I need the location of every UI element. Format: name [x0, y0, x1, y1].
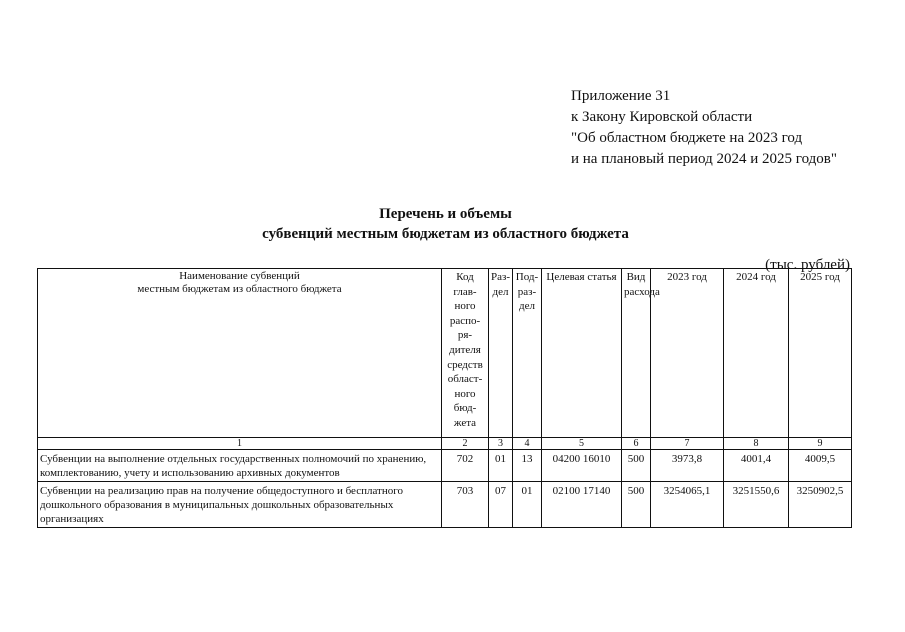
appendix-line: к Закону Кировской области: [571, 109, 753, 125]
row-expense-type: 500: [622, 450, 651, 482]
row-2024: 3251550,6: [724, 482, 789, 528]
column-number: 9: [789, 438, 852, 450]
header-code: Код глав-ного распо-ря-дителя средств област-ного бюд-жета: [442, 269, 489, 438]
row-target: 02100 17140: [542, 482, 622, 528]
subventions-table: [37, 268, 852, 528]
table-header-row: [38, 269, 852, 438]
row-2023: 3973,8: [651, 450, 724, 482]
header-2023: 2023 год: [651, 269, 724, 438]
row-name: Субвенции на выполнение отдельных государственных полномочий по хранению, комплектованию, учету и использованию архивных документов: [38, 450, 442, 482]
title-line: субвенций местным бюджетам из областного бюджета: [262, 226, 629, 242]
header-expense-type: Вид расхода: [622, 269, 651, 438]
row-section: 01: [489, 450, 513, 482]
row-2024: 4001,4: [724, 450, 789, 482]
row-name: Субвенции на реализацию прав на получение общедоступного и бесплатного дошкольного образования в муниципальных дошкольных образовательных организациях: [38, 482, 442, 528]
table-row: [38, 482, 852, 528]
column-number: 5: [542, 438, 622, 450]
column-number: 2: [442, 438, 489, 450]
appendix-line: "Об областном бюджете на 2023 год: [571, 130, 803, 146]
column-number: 8: [724, 438, 789, 450]
column-number: 7: [651, 438, 724, 450]
column-number: 1: [38, 438, 442, 450]
header-target: Целевая статья: [542, 269, 622, 438]
header-name-line1: Наименование субвенций: [179, 270, 300, 282]
table-row: [38, 450, 852, 482]
column-number: 6: [622, 438, 651, 450]
row-target: 04200 16010: [542, 450, 622, 482]
appendix-line: и на плановый период 2024 и 2025 годов": [571, 151, 837, 167]
column-number: 4: [513, 438, 542, 450]
header-section: Раз-дел: [489, 269, 513, 438]
row-2025: 3250902,5: [789, 482, 852, 528]
document-title: [0, 204, 905, 244]
header-subsection: Под-раз-дел: [513, 269, 542, 438]
row-section: 07: [489, 482, 513, 528]
row-expense-type: 500: [622, 482, 651, 528]
header-name-line2: местным бюджетам из областного бюджета: [137, 283, 342, 295]
row-code: 703: [442, 482, 489, 528]
column-number: 3: [489, 438, 513, 450]
row-2025: 4009,5: [789, 450, 852, 482]
appendix-line: Приложение 31: [571, 88, 671, 104]
title-line: Перечень и объемы: [379, 206, 512, 222]
row-code: 702: [442, 450, 489, 482]
column-numbers-row: [38, 438, 852, 450]
header-2025: 2025 год: [789, 269, 852, 438]
row-subsection: 13: [513, 450, 542, 482]
header-2024: 2024 год: [724, 269, 789, 438]
row-2023: 3254065,1: [651, 482, 724, 528]
row-subsection: 01: [513, 482, 542, 528]
appendix-header: [571, 86, 837, 170]
units-label: (тыс. рублей): [765, 257, 850, 273]
header-name: [38, 269, 442, 438]
